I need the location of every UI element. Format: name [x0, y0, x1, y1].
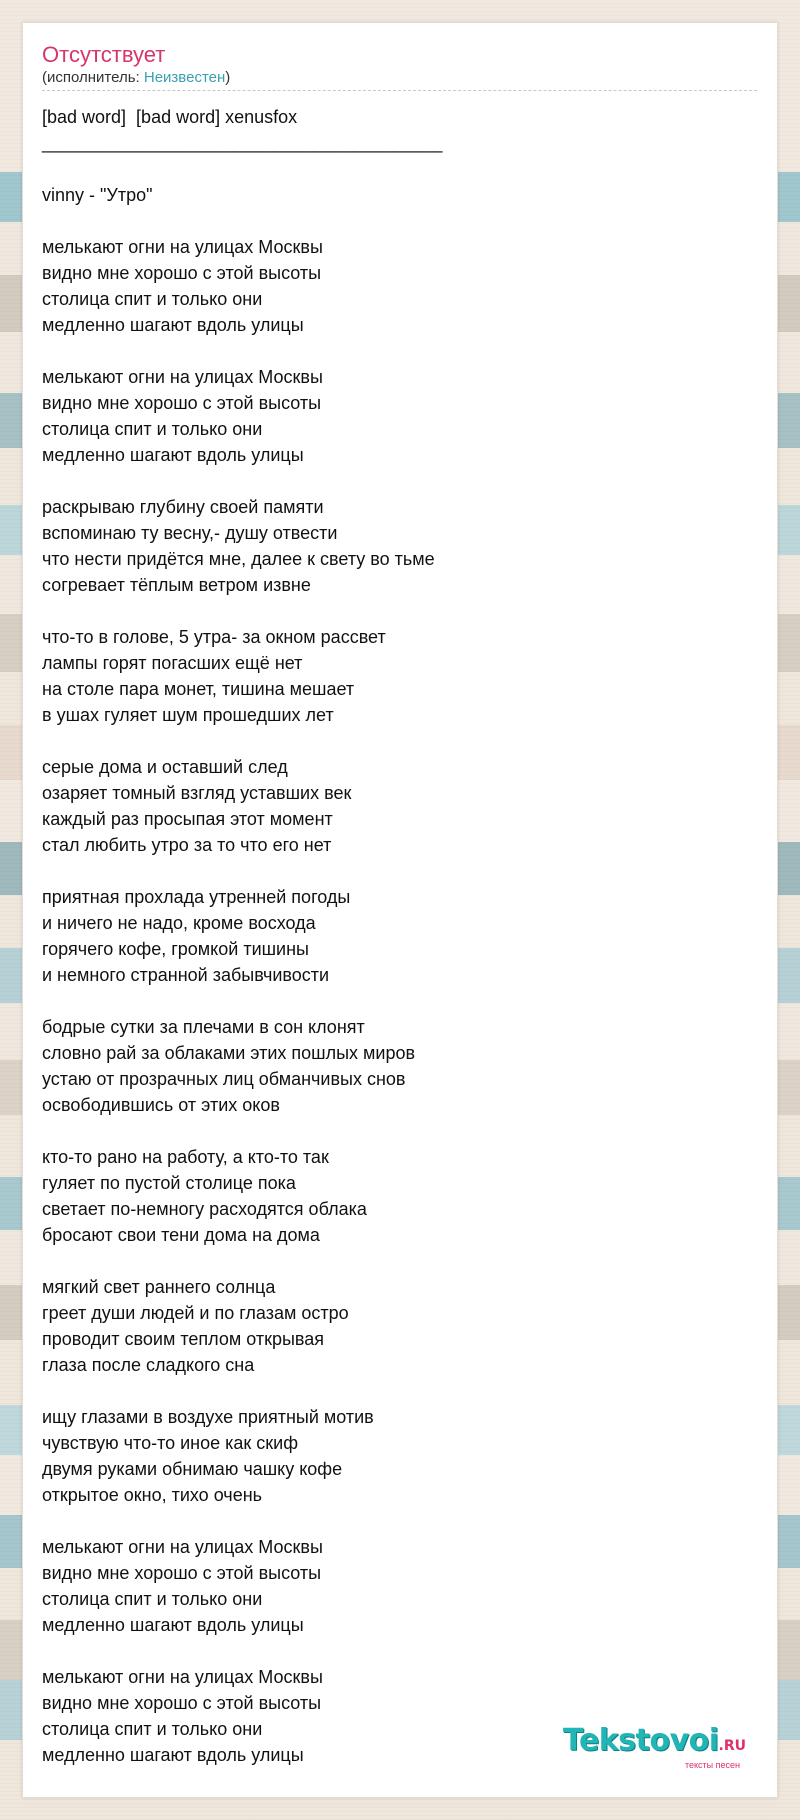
artist-link[interactable]: Неизвестен [143, 69, 226, 86]
logo-subtitle: тексты песен [684, 1760, 740, 1770]
lyrics-text: [bad word] [bad word] xenusfox ________________________________________ vinny - "Утро" мелькают огни на улицах Москвы видно мне хорошо с этой высоты столица спит и только они медленно шагают вдоль улицы мелькают огни на улицах Москвы видно мне хорошо с этой высоты столица спит и только они медленно шагают вдоль улицы раскрываю глубину своей памяти вспоминаю ту весну,- душу отвести что нести придётся мне, далее к свету во тьме согревает тёплым ветром извне что-то в голове, 5 утра- за окном рассвет лампы горят погасших ещё нет на столе пара монет, тишина мешает в ушах гуляет шум прошедших лет серые дома и оставший след озаряет томный взгляд уставших век каждый раз просыпая этот момент стал любить утро за то что его нет приятная прохлада утренней погоды и ничего не надо, кроме восхода горячего кофе, громкой тишины и немного странной забывчивости бодрые сутки за плечами в сон клонят словно рай за облаками этих пошлых миров устаю от прозрачных лиц обманчивых снов освободившись от этих оков кто-то рано на работу, а кто-то так гуляет по пустой столице пока светает по-немногу расходятся облака бросают свои тени дома на дома мягкий свет раннего солнца греет души людей и по глазам остро проводит своим теплом открывая глаза после сладкого сна ищу глазами в воздухе приятный мотив чувствую что-то иное как скиф двумя руками обнимаю чашку кофе открытое окно, тихо очень мелькают огни на улицах Москвы видно мне хорошо с этой высоты столица спит и только они медленно шагают вдоль улицы мелькают огни на улицах Москвы видно мне хорошо с этой высоты столица спит и только они медленно шагают вдоль улицы [42, 107, 443, 1765]
logo-main-text: Tekstovoi [562, 1723, 719, 1758]
logo-wordmark [563, 1725, 746, 1762]
site-logo[interactable] [563, 1725, 746, 1770]
song-title: Отсутствует [42, 42, 166, 67]
lyrics-card [22, 22, 778, 1798]
artist-line [42, 69, 757, 91]
artist-suffix: ) [225, 69, 231, 86]
artist-prefix: (исполнитель: [42, 69, 144, 86]
logo-domain: .RU [718, 1738, 746, 1754]
